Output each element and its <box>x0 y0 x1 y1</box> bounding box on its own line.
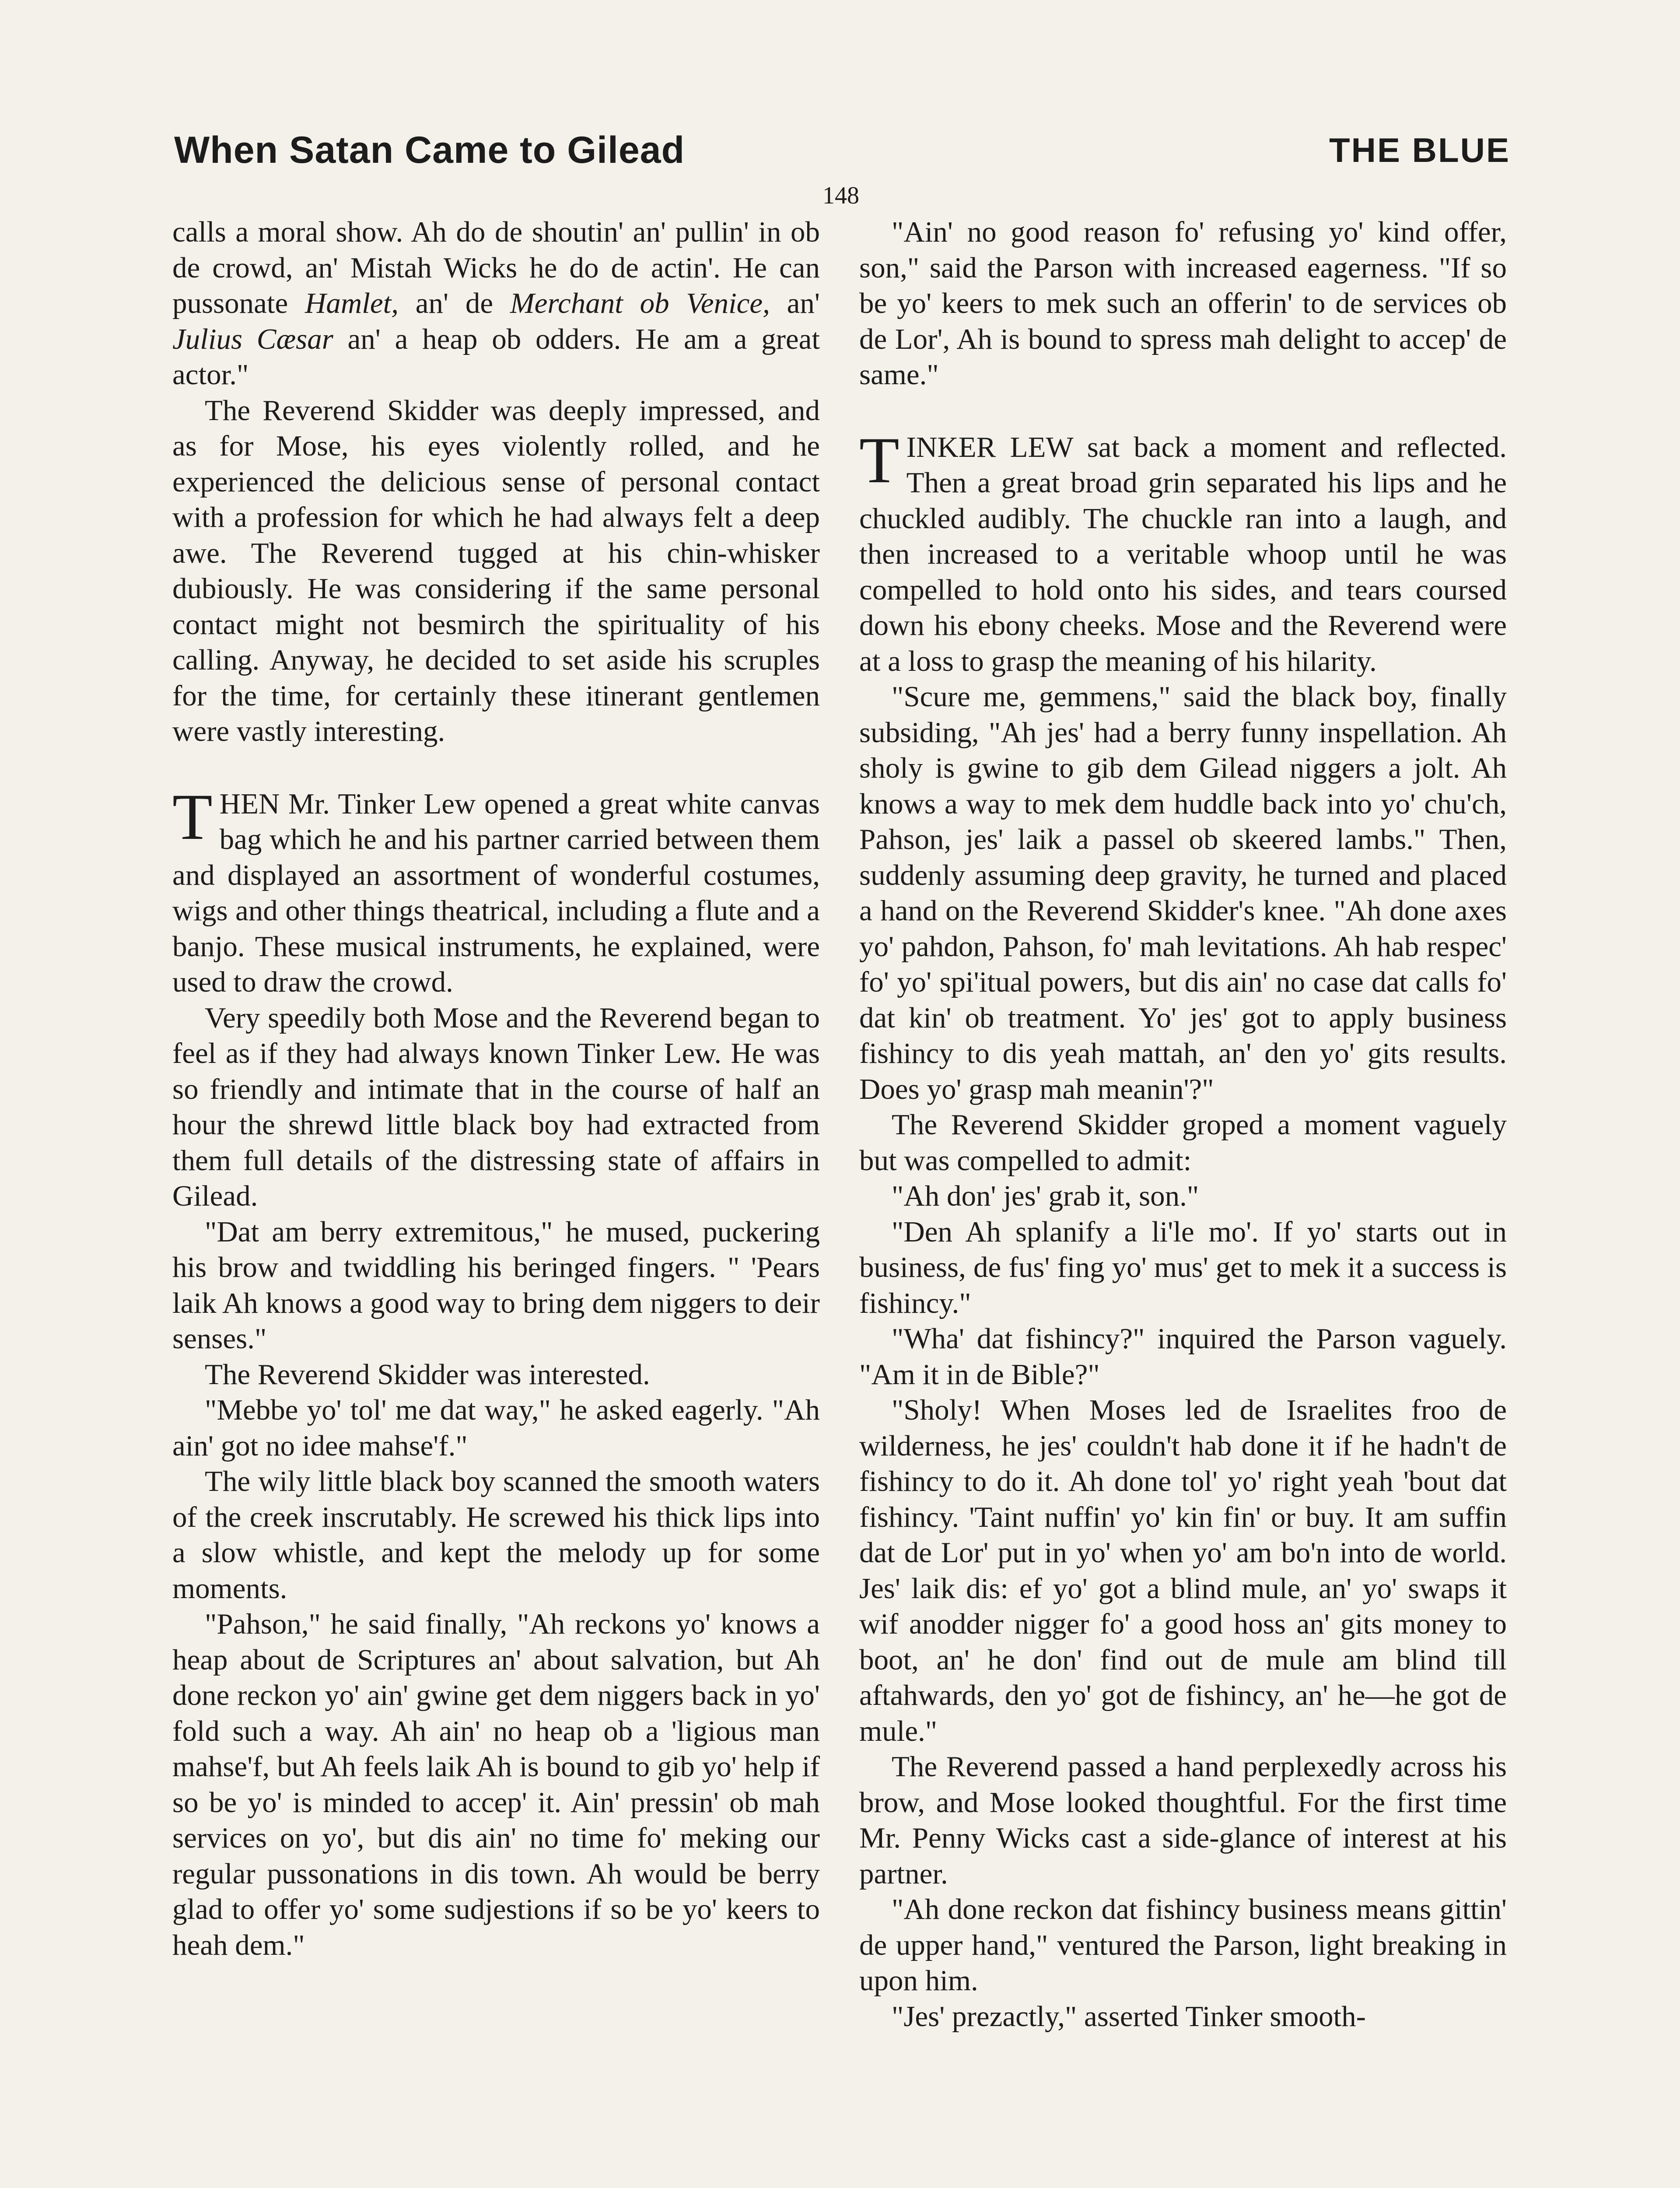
left-column <box>172 214 820 1963</box>
italic-title-merchant: Merchant ob Venice, <box>510 287 770 319</box>
running-header <box>174 126 1510 179</box>
drop-cap: T <box>172 780 213 853</box>
paragraph: "Ah don' jes' grab it, son." <box>892 1180 1199 1212</box>
italic-title-julius-caesar: Julius Cæsar <box>172 323 333 355</box>
paragraph: The wily little black boy scanned the smooth waters of the creek inscrutably. He screwed his thick lips into a slow whistle, and kept the melody up for some moments. <box>172 1465 820 1605</box>
right-column <box>859 214 1507 2034</box>
drop-cap: T <box>859 424 900 497</box>
paragraph: "Den Ah splanify a li'le mo'. If yo' starts out in business, de fus' fing yo' mus' get to mek it a success is fishincy." <box>859 1215 1507 1319</box>
paragraph: "Wha' dat fishincy?" inquired the Parson vaguely. "Am it in de Bible?" <box>859 1322 1507 1391</box>
section-paragraph <box>859 424 1507 680</box>
text-run: an' a heap ob odders. He am a great actor." <box>172 323 820 391</box>
paragraph: Very speedily both Mose and the Reverend began to feel as if they had always known Tinker Lew. He was so friendly and intimate that in the course of half an hour the shrewd little black boy had extracted from them full details of the distressing state of affairs in Gilead. <box>172 1001 820 1212</box>
magazine-name: THE BLUE <box>1329 131 1510 169</box>
text-run: INKER LEW sat back a moment and reflected. Then a great broad grin separated his lips and he chuckled audibly. The chuckle ran into a laugh, and then increased to a veritable whoop until he was compelled to hold onto his sides, and tears coursed down his ebony cheeks. Mose and the Reverend were at a loss to grasp the meaning of his hilarity. <box>859 431 1507 677</box>
italic-title-hamlet: Hamlet, <box>305 287 399 319</box>
story-title: When Satan Came to Gilead <box>174 129 685 171</box>
paragraph: "Jes' prezactly," asserted Tinker smooth- <box>892 2000 1366 2033</box>
paragraph: "Scure me, gemmens," said the black boy, finally subsiding, "Ah jes' had a berry funny inspellation. Ah sholy is gwine to gib dem Gilead niggers a jolt. Ah knows a way to mek dem huddle back into yo' chu'ch, Pahson, jes' laik a passel ob skeered lambs." Then, suddenly assuming deep gravity, he turned and placed a hand on the Reverend Skidder's knee. "Ah done axes yo' pahdon, Pahson, fo' mah levitations. Ah hab respec' fo' yo' spi'itual powers, but dis ain' no case dat calls fo' dat kin' ob treatment. Yo' jes' got to apply business fishincy to dis yeah mattah, an' den yo' gits results. Does yo' grasp mah meanin'?" <box>859 680 1507 1105</box>
text-run: an' de <box>399 287 510 319</box>
paragraph: "Mebbe yo' tol' me dat way," he asked eagerly. "Ah ain' got no idee mahse'f." <box>172 1394 820 1462</box>
text-run: an' <box>770 287 820 319</box>
paragraph: The Reverend Skidder was interested. <box>205 1358 650 1391</box>
paragraph: "Sholy! When Moses led de Israelites froo de wilderness, he jes' couldn't hab done it if he hadn't de fishincy to do it. Ah done tol' yo' right yeah 'bout dat fishincy. 'Taint nuffin' yo' kin fin' or buy. It am suffin dat de Lor' put in yo' when yo' am bo'n into de world. Jes' laik dis: ef yo' got a blind mule, an' yo' swaps it wif anodder nigger fo' a good hoss an' gits money to boot, an' he don' find out de mule am blind till aftahwards, den yo' got de fishincy, an' he—he got de mule." <box>859 1394 1507 1747</box>
paragraph: The Reverend passed a hand perplexedly across his brow, and Mose looked thoughtful. For the first time Mr. Penny Wicks cast a side-glance of interest at his partner. <box>859 1750 1507 1890</box>
paragraph: "Pahson," he said finally, "Ah reckons yo' knows a heap about de Scriptures an' about salvation, but Ah done reckon yo' ain' gwine get dem niggers back in yo' fold such a way. Ah ain' no heap ob a 'ligious man mahse'f, but Ah feels laik Ah is bound to gib yo' help if so be yo' is minded to accep' it. Ain' pressin' ob mah services on yo', but dis ain' no time fo' meking our regular pussonations in dis town. Ah would be berry glad to offer yo' some sudjestions if so be yo' keers to heah dem." <box>172 1608 820 1961</box>
section-paragraph <box>172 780 820 1000</box>
text-run: calls a moral show. Ah do de shoutin' an' pullin' in ob de crowd, an' Mistah Wicks he do de actin'. He can pussonate <box>172 216 820 319</box>
text-run: HEN Mr. Tinker Lew opened a great white canvas bag which he and his partner carried between them and displayed an assortment of wonderful costumes, wigs and other things theatrical, including a flute and a banjo. These musical instruments, he explained, were used to draw the crowd. <box>172 787 820 998</box>
paragraph: The Reverend Skidder groped a moment vaguely but was compelled to admit: <box>859 1108 1507 1177</box>
paragraph: "Dat am berry extremitous," he mused, puckering his brow and twiddling his beringed fingers. " 'Pears laik Ah knows a good way to bring dem niggers to deir senses." <box>172 1215 820 1355</box>
paragraph: "Ain' no good reason fo' refusing yo' kind offer, son," said the Parson with increased eagerness. "If so be yo' keers to mek such an offerin' to de services ob de Lor', Ah is bound to spress mah delight to accep' de same." <box>859 216 1507 391</box>
page-number: 148 <box>822 182 859 209</box>
paragraph: The Reverend Skidder was deeply impressed, and as for Mose, his eyes violently rolled, and he experienced the delicious sense of personal contact with a profession for which he had always felt a deep awe. The Reverend tugged at his chin-whisker dubiously. He was considering if the same personal contact might not besmirch the spirituality of his calling. Anyway, he decided to set aside his scruples for the time, for certainly these itinerant gentlemen were vastly interesting. <box>172 394 820 747</box>
paragraph: "Ah done reckon dat fishincy business means gittin' de upper hand," ventured the Parson, light breaking in upon him. <box>859 1893 1507 1997</box>
paragraph <box>172 214 820 393</box>
